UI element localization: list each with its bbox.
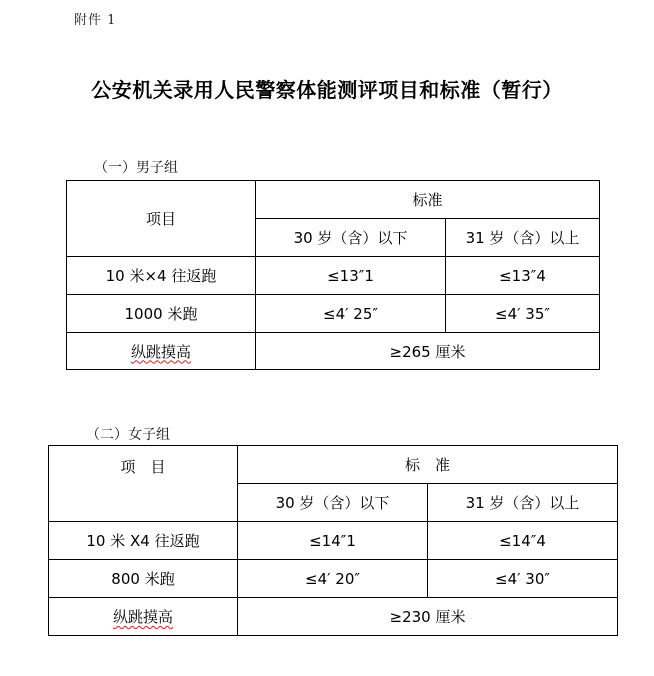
table-row <box>67 333 600 370</box>
women-standards-table <box>48 445 618 636</box>
men-header-age-over: 31 岁（含）以上 <box>446 219 600 257</box>
table-row <box>49 560 618 598</box>
women-row-item <box>49 598 238 636</box>
table-row <box>67 295 600 333</box>
men-row-item: 10 米×4 往返跑 <box>67 257 256 295</box>
men-row-over: ≤4′ 35″ <box>446 295 600 333</box>
women-row-standard: ≥230 厘米 <box>238 598 618 636</box>
table-row <box>49 522 618 560</box>
women-section-label: （二）女子组 <box>86 427 170 443</box>
women-row-item: 800 米跑 <box>49 560 238 598</box>
men-header-age-under: 30 岁（含）以下 <box>256 219 446 257</box>
men-row-under: ≤4′ 25″ <box>256 295 446 333</box>
men-row-over: ≤13″4 <box>446 257 600 295</box>
men-row-item <box>67 333 256 370</box>
women-row-item: 10 米 X4 往返跑 <box>49 522 238 560</box>
women-header-item: 项 目 <box>49 446 238 522</box>
women-row-over: ≤14″4 <box>428 522 618 560</box>
women-row-over: ≤4′ 30″ <box>428 560 618 598</box>
women-row-under: ≤14″1 <box>238 522 428 560</box>
women-row-item-text: 纵跳摸高 <box>112 608 173 626</box>
women-header-age-under: 30 岁（含）以下 <box>238 484 428 522</box>
women-header-standard: 标 准 <box>238 446 618 484</box>
men-row-under: ≤13″1 <box>256 257 446 295</box>
table-row <box>67 257 600 295</box>
document-title: 公安机关录用人民警察体能测评项目和标准（暂行） <box>91 78 563 102</box>
women-row-under: ≤4′ 20″ <box>238 560 428 598</box>
attachment-label: 附件 1 <box>74 13 117 28</box>
table-row <box>49 598 618 636</box>
men-row-item: 1000 米跑 <box>67 295 256 333</box>
men-standards-table <box>66 180 600 370</box>
men-header-item: 项目 <box>67 181 256 257</box>
women-header-age-over: 31 岁（含）以上 <box>428 484 618 522</box>
men-header-standard: 标准 <box>256 181 600 219</box>
men-row-standard: ≥265 厘米 <box>256 333 600 370</box>
men-section-label: （一）男子组 <box>94 160 178 176</box>
men-row-item-text: 纵跳摸高 <box>130 342 191 361</box>
